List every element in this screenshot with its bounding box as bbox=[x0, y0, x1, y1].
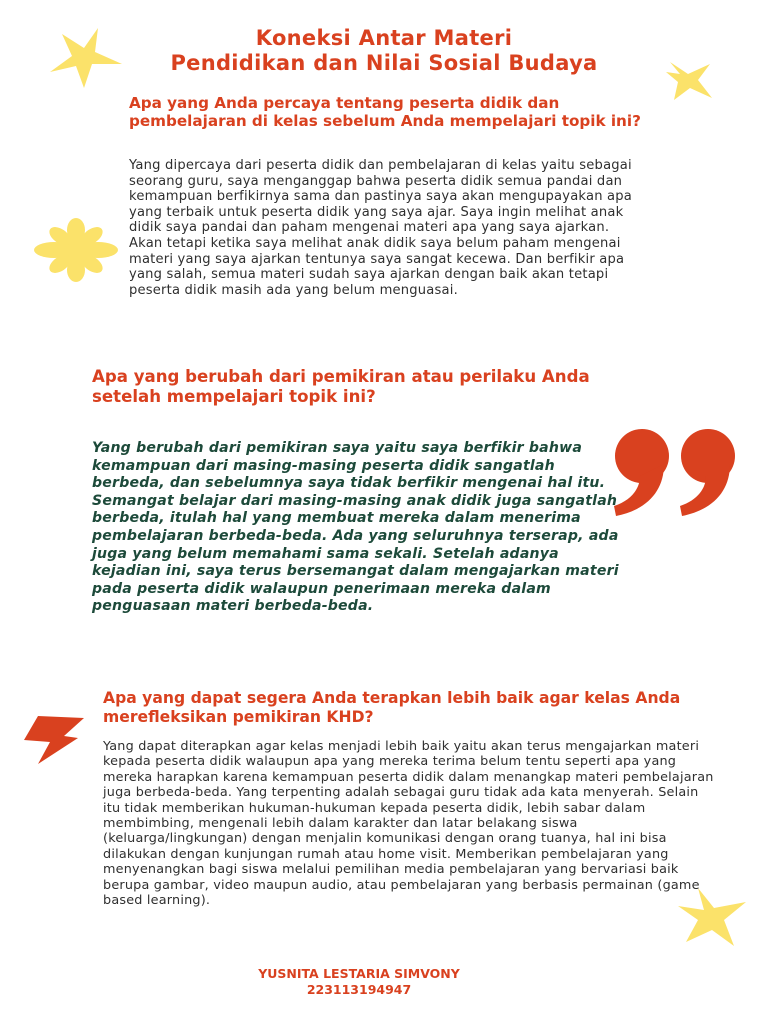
section-3-question: Apa yang dapat segera Anda terapkan lebih baik agar kelas Anda merefleksikan pemikiran KHD? bbox=[103, 689, 681, 726]
section-2-answer: Yang berubah dari pemikiran saya yaitu saya berfikir bahwa kemampuan dari masing-masing peserta didik sangatlah berbeda, dan sebelumnya saya tidak berfikir mengenai hal itu. Semangat belajar dari masing-masing anak didik juga sangatlah berbeda, itulah hal yang membuat mereka dalam menerima pembelajaran berbeda-beda. Ada yang seluruhnya terserap, ada juga yang belum memahami sama sekali. Setelah adanya kejadian ini, saya terus bersemangat dalam mengajarkan materi pada peserta didik walaupun penerimaan mereka dalam penguasaan materi berbeda-beda. bbox=[92, 440, 619, 615]
page-title-line-1: Koneksi Antar Materi bbox=[255, 26, 513, 50]
section-3-answer: Yang dapat diterapkan agar kelas menjadi lebih baik yaitu akan terus mengajarkan materi kepada peserta didik walaupun apa yang mereka terima belum tentu seperti apa yang mereka harapkan karena kemampuan peserta didik dalam menangkap materi pembelajaran juga berbeda-beda. Yang terpenting adalah sebagai guru tidak ada kata menyerah. Selain itu tidak memberikan hukuman-hukuman kepada peserta didik, lebih sabar dalam membimbing, mengenali lebih dalam karakter dan latar belakang siswa (keluarga/lingkungan) dengan menjalin komunikasi dengan orang tuanya, hal ini bisa dilakukan dengan kunjungan rumah atau home visit. Memberikan pembelajaran yang menyenangkan bagi siswa melalui pemilihan media pembelajaran yang bervariasi baik berupa gambar, video maupun audio, atau pembelajaran yang berbasis permainan (game based learning). bbox=[103, 739, 714, 909]
page-title-line-2: Pendidikan dan Nilai Sosial Budaya bbox=[170, 51, 598, 75]
author-id: 223113194947 bbox=[306, 982, 412, 997]
section-2-question: Apa yang berubah dari pemikiran atau perilaku Anda setelah mempelajari topik ini? bbox=[92, 367, 590, 406]
author-name: YUSNITA LESTARIA SIMVONY bbox=[258, 966, 460, 981]
lightning-icon bbox=[20, 712, 86, 766]
page-title bbox=[0, 26, 768, 76]
section-1-answer: Yang dipercaya dari peserta didik dan pembelajaran di kelas yaitu sebagai seorang guru, saya menganggap bahwa peserta didik semua pandai dan kemampuan berfikirnya sama dan pastinya saya akan mengupayakan apa yang terbaik untuk peserta didik yang saya ajar. Saya ingin melihat anak didik saya pandai dan paham mengenai materi apa yang saya ajarkan. Akan tetapi ketika saya melihat anak didik saya belum paham mengenai materi yang saya ajarkan tentunya saya sangat kecewa. Dan berfikir apa yang salah, semua materi sudah saya ajarkan dengan baik akan tetapi peserta didik masih ada yang belum menguasai. bbox=[129, 158, 633, 298]
section-1-question: Apa yang Anda percaya tentang peserta didik dan pembelajaran di kelas sebelum Anda mempelajari topik ini? bbox=[129, 94, 641, 130]
flower-icon bbox=[24, 218, 128, 282]
